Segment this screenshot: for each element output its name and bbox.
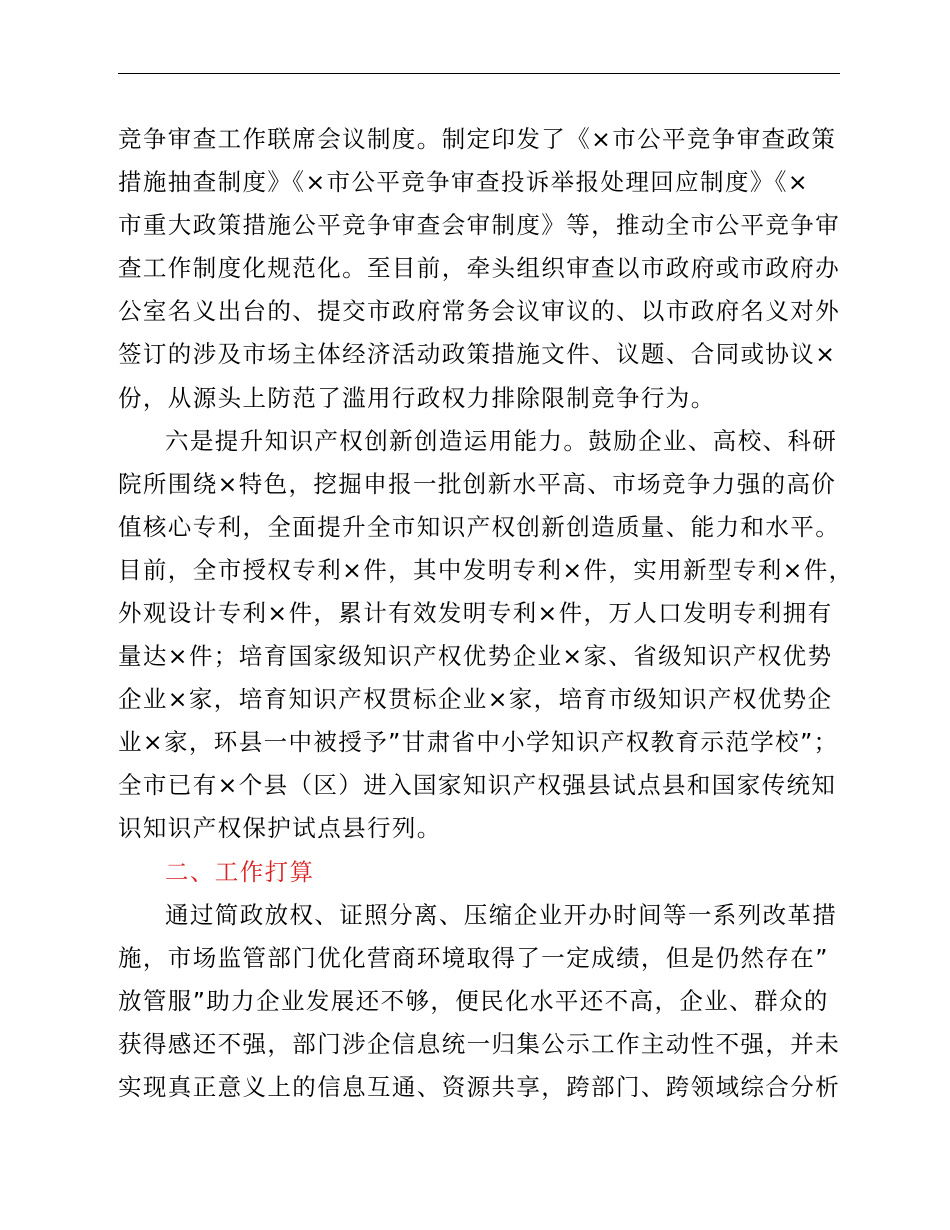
paragraph-line: 份，从源头上防范了滥用行政权力排除限制竞争行为。: [118, 384, 716, 412]
paragraph-line: 施，市场监管部门优化营商环境取得了一定成绩，但是仍然存在”: [118, 944, 829, 972]
paragraph-line: 公室名义出台的、提交市政府常务会议审议的、以市政府名义对外: [118, 297, 841, 325]
paragraph-line: 值核心专利，全面提升全市知识产权创新创造质量、能力和水平。: [118, 513, 841, 541]
paragraph-line: 目前，全市授权专利×件，其中发明专利×件，实用新型专利×件，: [118, 556, 854, 584]
paragraph-line: 获得感还不强，部门涉企信息统一归集公示工作主动性不强，并未: [118, 1030, 841, 1058]
paragraph-first-line: 通过简政放权、证照分离、压缩企业开办时间等一系列改革措: [165, 901, 838, 929]
paragraph-first-line: 六是提升知识产权创新创造运用能力。鼓励企业、高校、科研: [165, 427, 838, 455]
paragraph-line: 签订的涉及市场主体经济活动政策措施文件、议题、合同或协议×: [118, 340, 837, 368]
section-heading: 二、工作打算: [165, 858, 315, 886]
paragraph-line: 外观设计专利×件，累计有效发明专利×件，万人口发明专利拥有: [118, 599, 833, 627]
paragraph-line: 措施抽查制度》《×市公平竞争审查投诉举报处理回应制度》《×: [118, 168, 809, 196]
paragraph-line: 业×家，环县一中被授予”甘肃省中小学知识产权教育示范学校”；: [118, 728, 839, 756]
paragraph-line: 院所围绕×特色，挖掘申报一批创新水平高、市场竞争力强的高价: [118, 470, 837, 498]
paragraph-line: 市重大政策措施公平竞争审查会审制度》等，推动全市公平竞争审: [118, 211, 841, 239]
paragraph-line: 竞争审查工作联席会议制度。制定印发了《×市公平竞争审查政策: [118, 125, 837, 153]
paragraph-line: 量达×件；培育国家级知识产权优势企业×家、省级知识产权优势: [118, 642, 833, 670]
paragraph-line: 识知识产权保护试点县行列。: [118, 814, 442, 842]
paragraph-line: 查工作制度化规范化。至目前，牵头组织审查以市政府或市政府办: [118, 254, 841, 282]
paragraph-line: 全市已有×个县（区）进入国家知识产权强县试点县和国家传统知: [118, 771, 837, 799]
paragraph-line: 放管服”助力企业发展还不够，便民化水平还不高，企业、群众的: [118, 987, 829, 1015]
paragraph-line: 实现真正意义上的信息互通、资源共享，跨部门、跨领域综合分析: [118, 1073, 841, 1101]
paragraph-line: 企业×家，培育知识产权贯标企业×家，培育市级知识产权优势企: [118, 685, 833, 713]
header-rule: [118, 73, 840, 74]
